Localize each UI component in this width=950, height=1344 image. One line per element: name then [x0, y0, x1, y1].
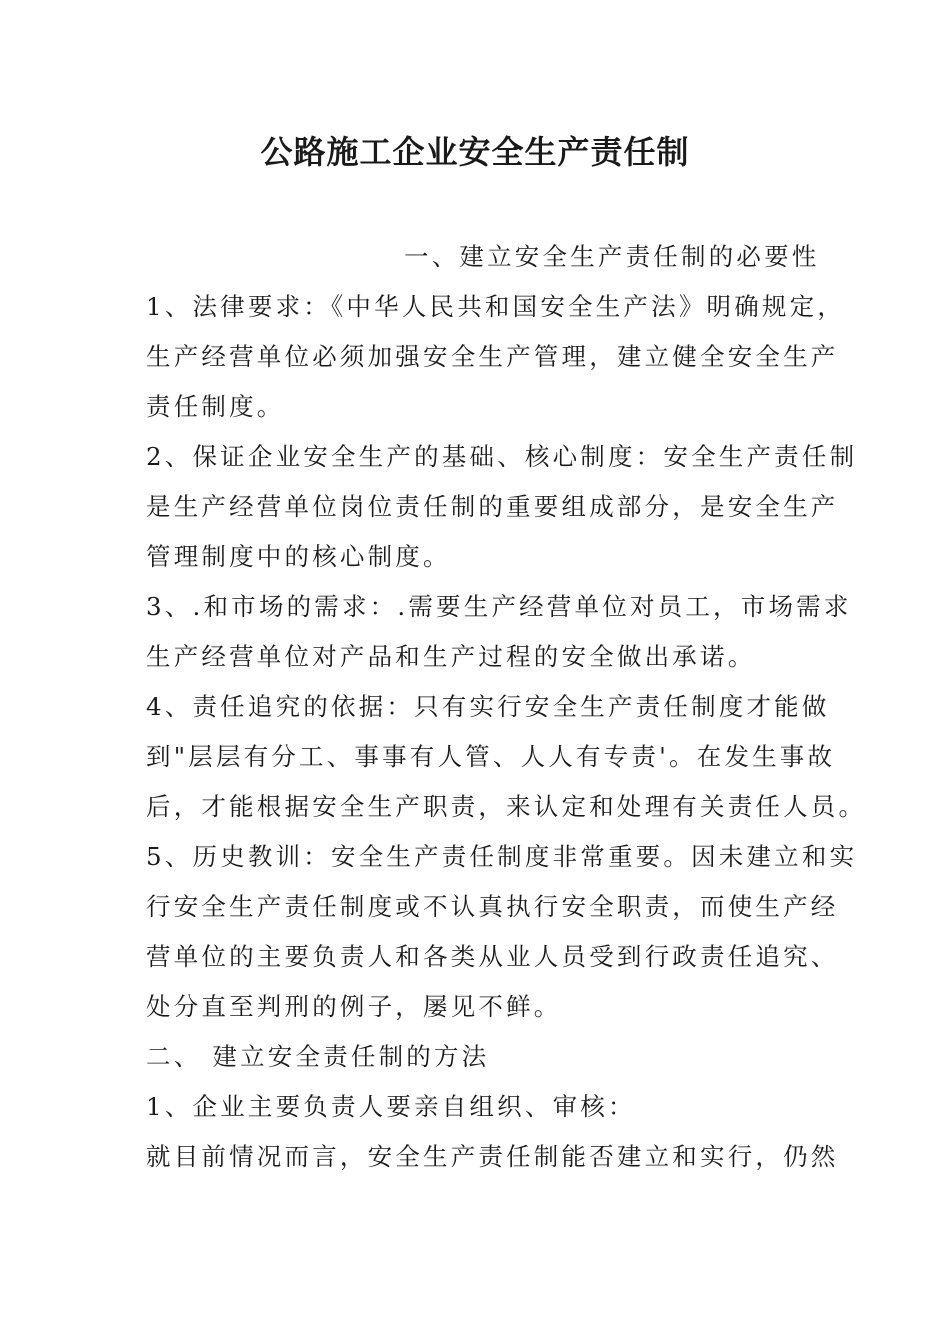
section-heading-1: 一、建立安全生产责任制的必要性 — [404, 242, 820, 271]
paragraph-line: 3、.和市场的需求：.需要生产经营单位对员工，市场需求 — [146, 592, 852, 621]
document-title: 公路施工企业安全生产责任制 — [260, 133, 690, 171]
paragraph-line: 1、法律要求：《中华人民共和国安全生产法》明确规定， — [146, 292, 846, 321]
paragraph-line: 责任制度。 — [146, 392, 285, 421]
paragraph-line: 1、企业主要负责人要亲自组织、审核： — [146, 1092, 636, 1121]
paragraph-line: 2、保证企业安全生产的基础、核心制度：安全生产责任制 — [146, 442, 858, 471]
paragraph-line: 后，才能根据安全生产职责，来认定和处理有关责任人员。 — [146, 792, 867, 821]
paragraph-line: 管理制度中的核心制度。 — [146, 542, 451, 571]
paragraph-line: 生产经营单位对产品和生产过程的安全做出承诺。 — [146, 642, 756, 671]
paragraph-line: 5、历史教训：安全生产责任制度非常重要。因未建立和实 — [146, 842, 858, 871]
paragraph-line: 到"层层有分工、事事有人管、人人有专责'。在发生事故 — [146, 742, 836, 771]
paragraph-line: 行安全生产责任制度或不认真执行安全职责，而使生产经 — [146, 892, 839, 921]
paragraph-line: 就目前情况而言，安全生产责任制能否建立和实行，仍然 — [146, 1142, 839, 1171]
paragraph-line: 4、责任追究的依据：只有实行安全生产责任制度才能做 — [146, 692, 830, 721]
paragraph-line: 营单位的主要负责人和各类从业人员受到行政责任追究、 — [146, 942, 839, 971]
paragraph-line: 是生产经营单位岗位责任制的重要组成部分，是安全生产 — [146, 492, 839, 521]
paragraph-line: 处分直至判刑的例子，屡见不鲜。 — [146, 992, 562, 1021]
section-heading-2: 二、 建立安全责任制的方法 — [146, 1042, 490, 1071]
paragraph-line: 生产经营单位必须加强安全生产管理，建立健全安全生产 — [146, 342, 839, 371]
